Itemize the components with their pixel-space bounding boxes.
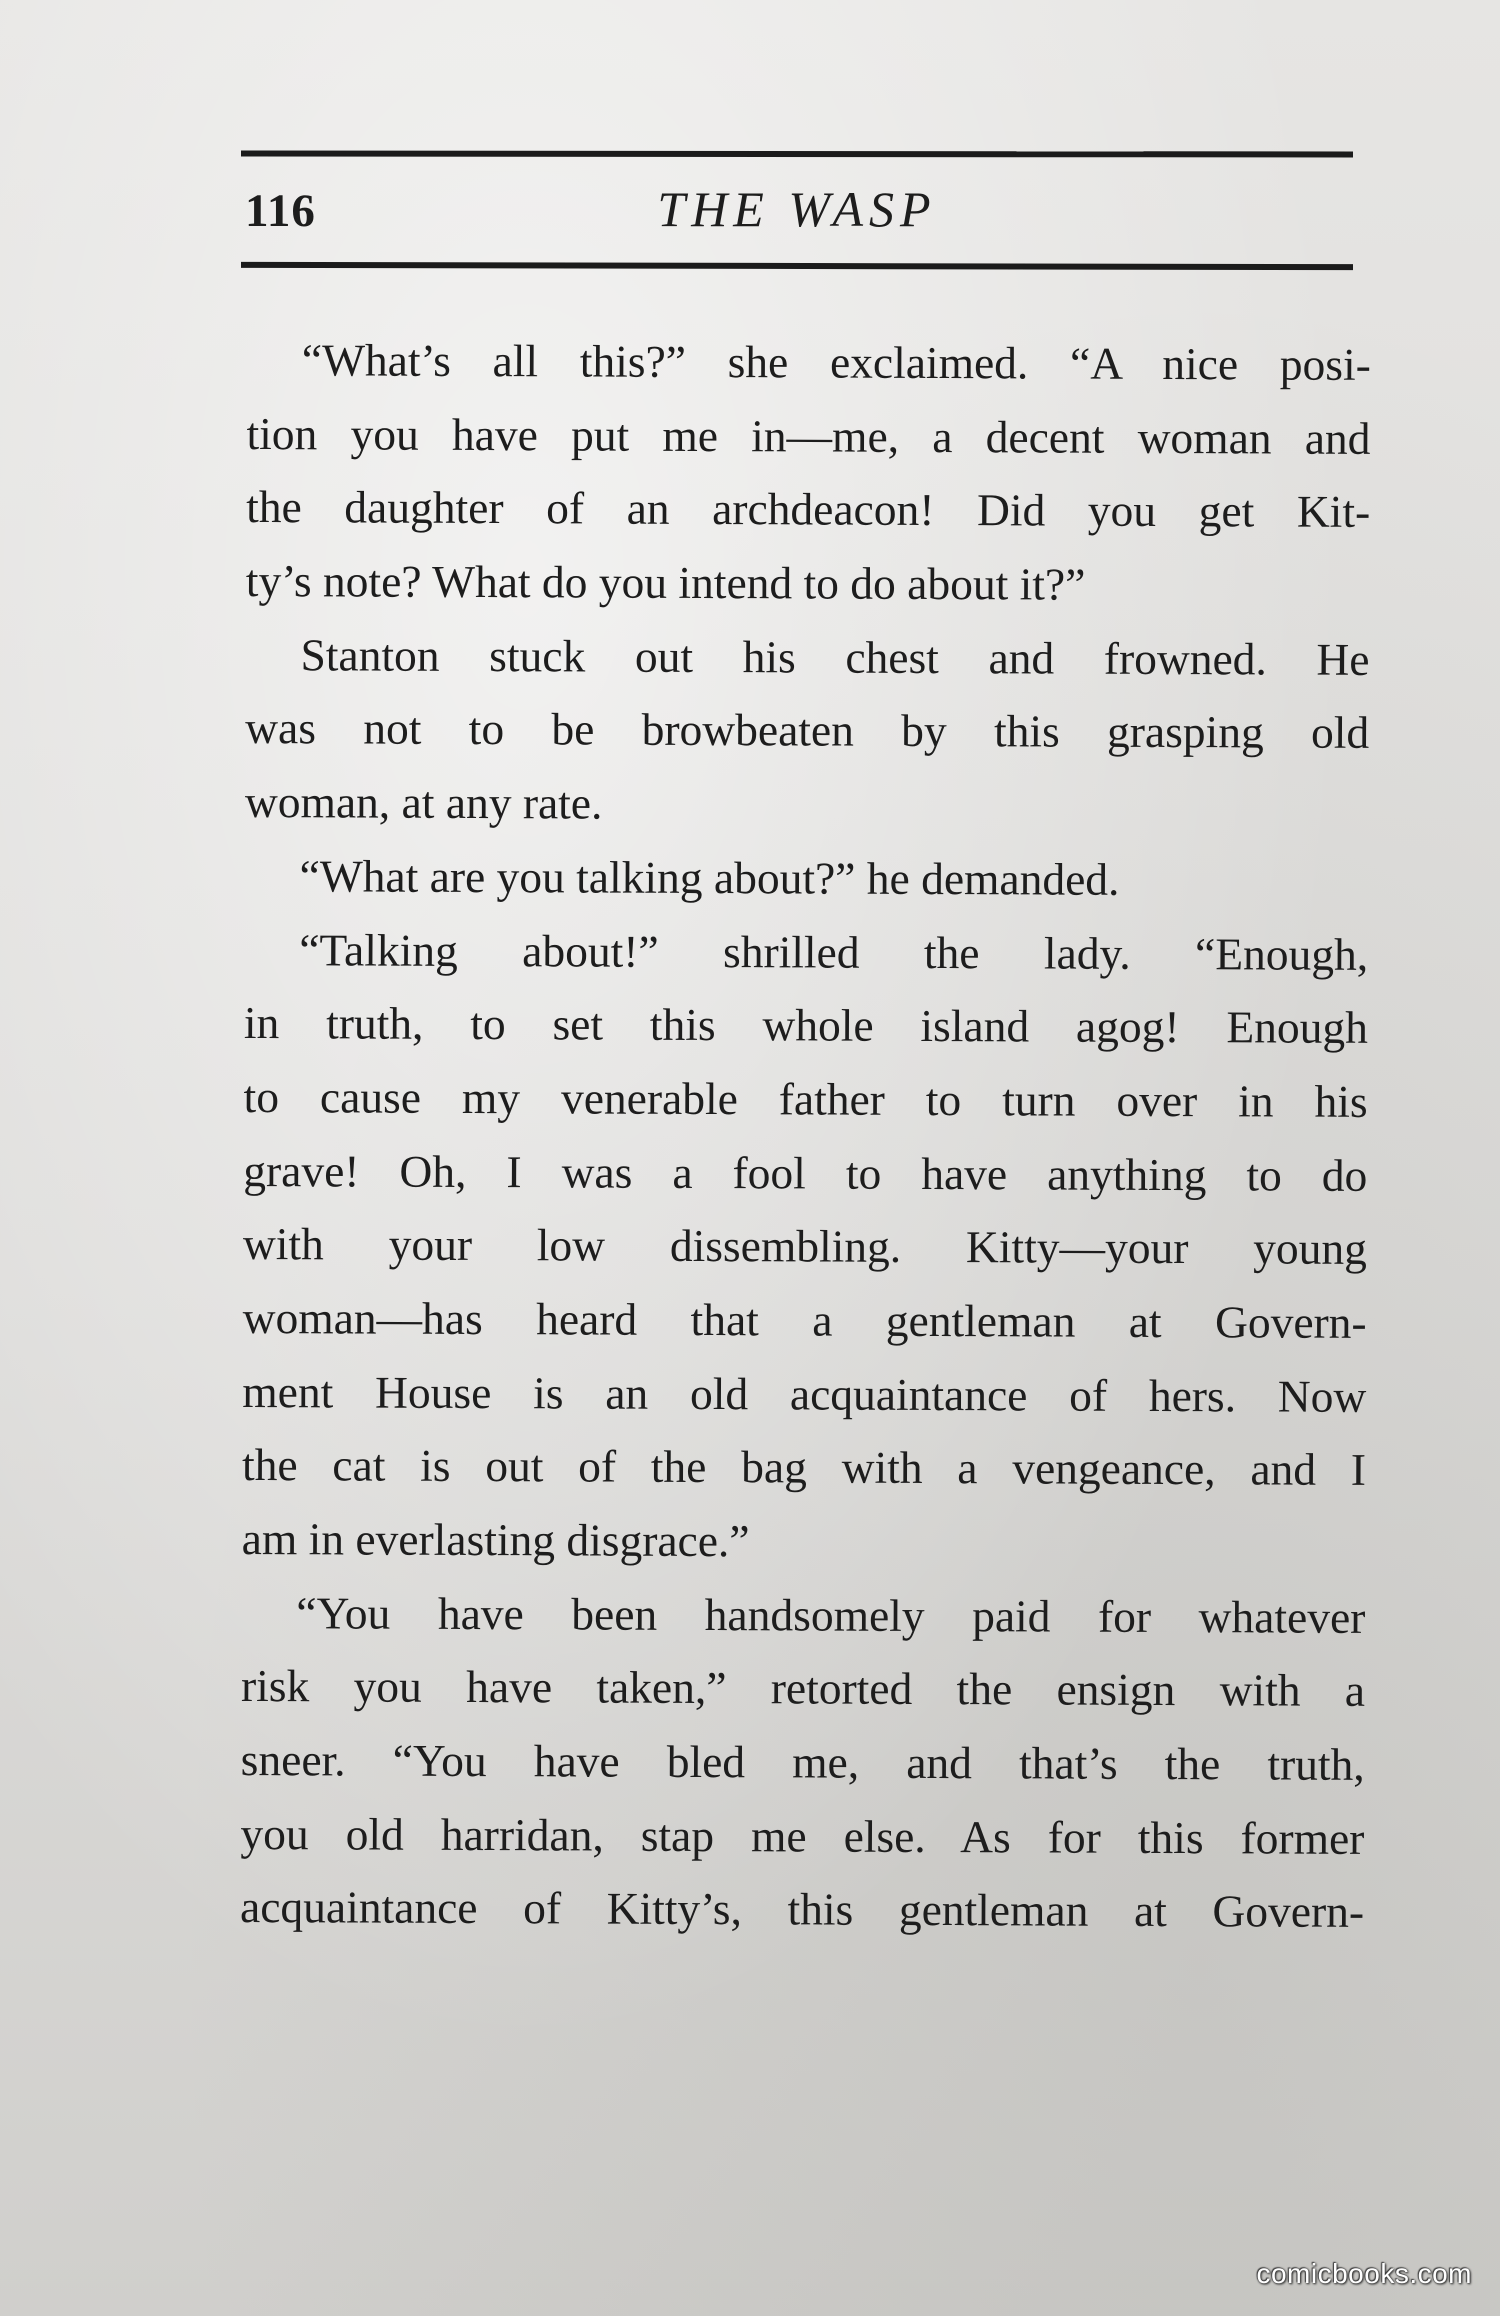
text-line: woman, at any rate. xyxy=(244,776,603,829)
text-line: ment House is an old acquaintance of hers. Now xyxy=(242,1365,1367,1422)
text-line: Stanton stuck out his chest and frowned. He xyxy=(300,628,1370,685)
text-line: grave! Oh, I was a fool to have anything to do xyxy=(243,1144,1368,1201)
text-line: “Talking about!” shrilled the lady. “Enough, xyxy=(299,923,1369,980)
text-line: “What’s all this?” she exclaimed. “A nice posi- xyxy=(301,334,1371,390)
body-text xyxy=(240,323,1371,1949)
text-line: the daughter of an archdeacon! Did you get Kit- xyxy=(246,481,1371,538)
text-line: risk you have taken,” retorted the ensign with a xyxy=(240,1660,1366,1717)
text-line: was not to be browbeaten by this grasping old xyxy=(245,702,1370,759)
text-line: “What are you talking about?” he demanded. xyxy=(299,850,1120,905)
text-line: acquaintance of Kitty’s, this gentleman at Govern- xyxy=(239,1881,1365,1938)
watermark: comicbooks.com xyxy=(1256,2258,1472,2289)
text-line: sneer. “You have bled me, and that’s the truth, xyxy=(240,1734,1365,1790)
text-line: am in everlasting disgrace.” xyxy=(241,1512,750,1567)
text-line: ty’s note? What do you intend to do about it?” xyxy=(245,555,1086,610)
header-top-rule xyxy=(241,151,1353,158)
text-line: with your low dissembling. Kitty—your young xyxy=(242,1218,1368,1275)
book-title: THE WASP xyxy=(657,181,937,237)
text-line: to cause my venerable father to turn over in his xyxy=(243,1070,1368,1127)
running-head xyxy=(241,180,1353,240)
text-line: the cat is out of the bag with a vengeance, and I xyxy=(241,1439,1367,1496)
text-line: tion you have put me in—me, a decent woman and xyxy=(246,407,1371,464)
text-line: you old harridan, stap me else. As for this former xyxy=(240,1807,1365,1864)
page-number: 116 xyxy=(245,185,316,237)
text-line: in truth, to set this whole island agog! Enough xyxy=(243,997,1369,1054)
text-line: woman—has heard that a gentleman at Govern- xyxy=(242,1291,1367,1348)
text-line: “You have been handsomely paid for whatever xyxy=(296,1586,1366,1643)
header-bottom-rule xyxy=(241,262,1353,270)
